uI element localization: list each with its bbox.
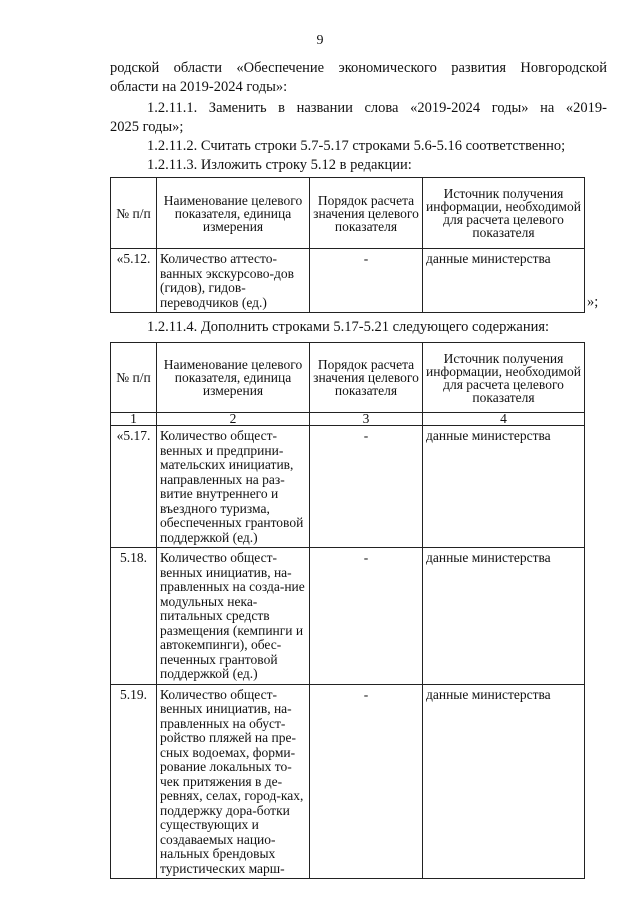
table-rows-5-17-to-5-21	[110, 342, 585, 879]
row-name: Количество аттесто-ванных экскурсово-дов (гидов), гидов-переводчиков (ед.)	[157, 249, 310, 313]
header-source: Источник получения информации, необходимой для расчета целевого показателя	[423, 343, 585, 413]
item-3-text: 1.2.11.3. Изложить строку 5.12 в редакции:	[147, 157, 412, 173]
row-source: данные министерства	[423, 548, 585, 685]
table-1-closing-quote: »;	[587, 294, 599, 310]
intro-line-2: области на 2019-2024 годы»:	[110, 79, 288, 95]
header-name: Наименование целевого показателя, единица измерения	[157, 343, 310, 413]
row-num: «5.12.	[111, 249, 157, 313]
table-row	[111, 249, 585, 313]
intro-line-1: родской области «Обеспечение экономического развития Новгородской	[110, 60, 607, 76]
row-order: -	[310, 684, 423, 879]
header-num: № п/п	[111, 178, 157, 249]
row-name: Количество общест-венных и предприни-мательских инициатив, направленных на раз-витие внутреннего и въездного туризма, обеспеченных грантовой поддержкой (ед.)	[157, 426, 310, 548]
column-number-row	[111, 413, 585, 426]
table-row	[111, 684, 585, 879]
row-num: 5.18.	[111, 548, 157, 685]
row-source: данные министерства	[423, 249, 585, 313]
column-number-4: 4	[423, 413, 585, 426]
table-row-5-12	[110, 177, 585, 313]
row-source: данные министерства	[423, 426, 585, 548]
row-num: 5.19.	[111, 684, 157, 879]
table-row	[111, 548, 585, 685]
item-4-text: 1.2.11.4. Дополнить строками 5.17-5.21 следующего содержания:	[147, 319, 550, 335]
item-2-text: 1.2.11.2. Считать строки 5.7-5.17 строками 5.6-5.16 соответственно;	[147, 138, 566, 154]
row-name: Количество общест-венных инициатив, на-правленных на созда-ние модульных нека-питальных средств размещения (кемпинги и автокемпинги), обес-печенных грантовой поддержкой (ед.)	[157, 548, 310, 685]
table-header-row	[111, 343, 585, 413]
page-number: 9	[316, 33, 324, 48]
header-num: № п/п	[111, 343, 157, 413]
row-order: -	[310, 548, 423, 685]
item-1-line-2: 2025 годы»;	[110, 119, 184, 135]
row-order: -	[310, 249, 423, 313]
row-source: данные министерства	[423, 684, 585, 879]
header-source: Источник получения информации, необходимой для расчета целевого показателя	[423, 178, 585, 249]
row-name: Количество общест-венных инициатив, на-правленных на обуст-ройство пляжей на пре-сных водоемах, форми-рование локальных то-чек притяжения в де-ревнях, селах, город-ках, поддержку дора-ботки существующих и создаваемых нацио-нальных брендовых туристических марш-	[157, 684, 310, 879]
item-1-line-1: 1.2.11.1. Заменить в названии слова «2019-2024 годы» на «2019-	[147, 100, 607, 116]
row-num: «5.17.	[111, 426, 157, 548]
header-order: Порядок расчета значения целевого показателя	[310, 178, 423, 249]
header-name: Наименование целевого показателя, единица измерения	[157, 178, 310, 249]
column-number-3: 3	[310, 413, 423, 426]
column-number-1: 1	[111, 413, 157, 426]
row-order: -	[310, 426, 423, 548]
table-row	[111, 426, 585, 548]
header-order: Порядок расчета значения целевого показателя	[310, 343, 423, 413]
column-number-2: 2	[157, 413, 310, 426]
table-header-row	[111, 178, 585, 249]
